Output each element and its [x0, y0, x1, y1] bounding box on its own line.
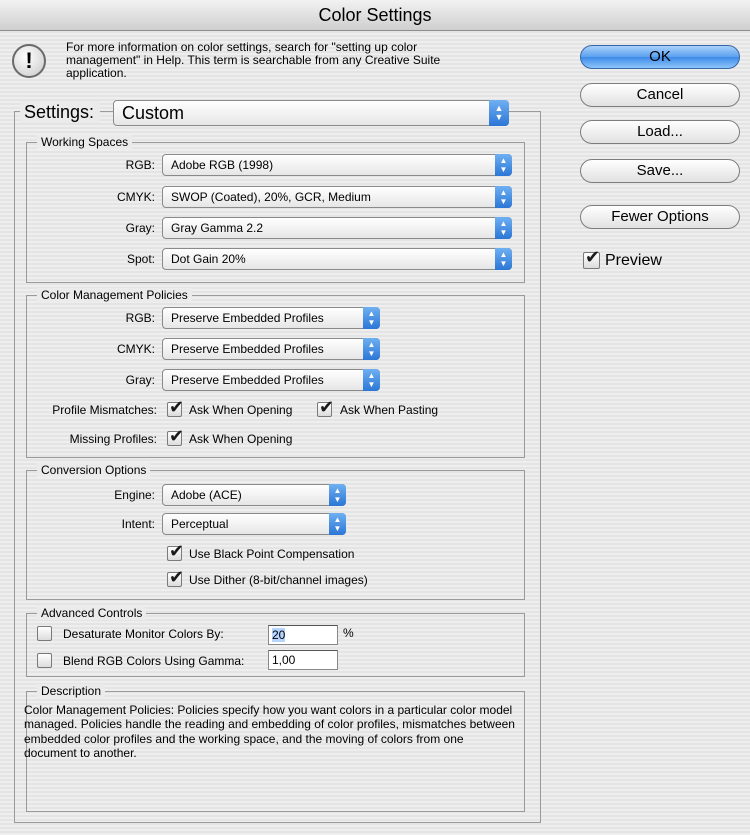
- intent-popup[interactable]: [162, 513, 346, 535]
- settings-label: Settings:: [20, 101, 100, 123]
- chevron-updown-icon: ▲ ▼: [329, 484, 346, 506]
- info-text: For more information on color settings, search for "setting up color management" in Help. This term is searchable from any Creative Suite application.: [66, 40, 441, 80]
- cancel-button[interactable]: Cancel: [580, 83, 740, 107]
- chevron-updown-icon: ▲ ▼: [495, 248, 512, 270]
- mismatch-pasting-checkbox[interactable]: [317, 402, 332, 417]
- policy-gray-label: Gray:: [125, 373, 155, 387]
- policy-cmyk-label: CMYK:: [116, 342, 155, 356]
- save-button[interactable]: Save...: [580, 159, 740, 183]
- black-point-checkbox[interactable]: [167, 546, 182, 561]
- blend-value: 1,00: [272, 653, 296, 667]
- info-icon: !: [12, 44, 46, 78]
- policy-gray-popup[interactable]: [162, 369, 380, 391]
- ws-gray-popup[interactable]: [162, 217, 512, 239]
- preview-checkbox[interactable]: [583, 252, 600, 269]
- engine-value: Adobe (ACE): [171, 488, 242, 502]
- blend-input[interactable]: [268, 650, 338, 670]
- engine-label: Engine:: [114, 488, 155, 502]
- fewer-options-button[interactable]: Fewer Options: [580, 205, 740, 229]
- ws-rgb-value: Adobe RGB (1998): [171, 158, 274, 172]
- intent-value: Perceptual: [171, 517, 229, 531]
- policy-rgb-value: Preserve Embedded Profiles: [171, 311, 324, 325]
- dither-label: Use Dither (8-bit/channel images): [189, 573, 368, 587]
- missing-opening-label: Ask When Opening: [189, 432, 293, 446]
- ws-gray-value: Gray Gamma 2.2: [171, 221, 264, 235]
- ws-spot-label: Spot:: [126, 252, 155, 266]
- description-title: Description: [37, 684, 105, 698]
- mismatch-opening-label: Ask When Opening: [189, 403, 293, 417]
- policy-cmyk-value: Preserve Embedded Profiles: [171, 342, 324, 356]
- policy-rgb-popup[interactable]: [162, 307, 380, 329]
- missing-profiles-label: Missing Profiles:: [69, 432, 157, 446]
- chevron-updown-icon: ▲ ▼: [329, 513, 346, 535]
- intent-label: Intent:: [121, 517, 155, 531]
- profile-mismatches-label: Profile Mismatches:: [52, 403, 157, 417]
- working-spaces-title: Working Spaces: [37, 135, 132, 149]
- advanced-title: Advanced Controls: [37, 606, 146, 620]
- ws-rgb-popup[interactable]: [162, 154, 512, 176]
- blend-checkbox[interactable]: [37, 653, 52, 668]
- desaturate-value: 20: [272, 628, 286, 642]
- desaturate-label: Desaturate Monitor Colors By:: [63, 627, 224, 641]
- dither-checkbox[interactable]: [167, 572, 182, 587]
- desaturate-input[interactable]: [268, 625, 338, 645]
- load-button[interactable]: Load...: [580, 120, 740, 144]
- mismatch-opening-checkbox[interactable]: [167, 402, 182, 417]
- ws-rgb-label: RGB:: [125, 158, 155, 172]
- description-text: Color Management Policies: Policies specify how you want colors in a particular color model managed. Policies handle the reading and embedding of color profiles, mismatches between embedded color profiles and the working space, and the moving of colors from one document to another.: [24, 703, 515, 761]
- ws-cmyk-label: CMYK:: [116, 190, 155, 204]
- ws-cmyk-value: SWOP (Coated), 20%, GCR, Medium: [171, 190, 371, 204]
- window-title: Color Settings: [0, 0, 750, 31]
- ok-button[interactable]: OK: [580, 45, 740, 69]
- chevron-updown-icon: ▲ ▼: [363, 369, 380, 391]
- chevron-updown-icon: ▲ ▼: [495, 186, 512, 208]
- chevron-updown-icon: ▲ ▼: [363, 338, 380, 360]
- black-point-label: Use Black Point Compensation: [189, 547, 355, 561]
- desaturate-checkbox[interactable]: [37, 626, 52, 641]
- policy-rgb-label: RGB:: [125, 311, 155, 325]
- chevron-updown-icon: ▲ ▼: [495, 217, 512, 239]
- conversion-title: Conversion Options: [37, 463, 150, 477]
- mismatch-pasting-label: Ask When Pasting: [340, 403, 439, 417]
- ws-cmyk-popup[interactable]: [162, 186, 512, 208]
- ws-gray-label: Gray:: [125, 221, 155, 235]
- policies-title: Color Management Policies: [37, 288, 192, 302]
- policy-gray-value: Preserve Embedded Profiles: [171, 373, 324, 387]
- chevron-updown-icon: ▲ ▼: [495, 154, 512, 176]
- settings-value: Custom: [122, 103, 185, 123]
- ws-spot-value: Dot Gain 20%: [171, 252, 246, 266]
- settings-popup[interactable]: [113, 100, 509, 126]
- missing-opening-checkbox[interactable]: [167, 431, 182, 446]
- policy-cmyk-popup[interactable]: [162, 338, 380, 360]
- preview-label: Preview: [605, 252, 662, 269]
- desaturate-unit: %: [343, 626, 354, 640]
- blend-label: Blend RGB Colors Using Gamma:: [63, 654, 245, 668]
- chevron-updown-icon: ▲ ▼: [489, 100, 509, 126]
- ws-spot-popup[interactable]: [162, 248, 512, 270]
- engine-popup[interactable]: [162, 484, 346, 506]
- chevron-updown-icon: ▲ ▼: [363, 307, 380, 329]
